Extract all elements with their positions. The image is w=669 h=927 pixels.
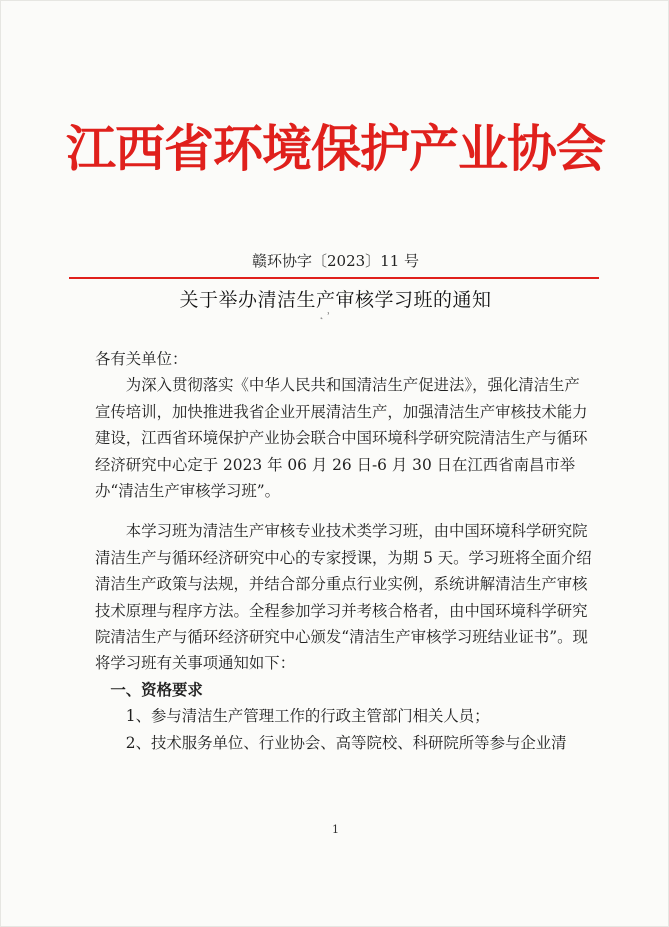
letterhead-title: 江西省环境保护产业协会: [66, 119, 605, 178]
list-item: 1、参与清洁生产管理工作的行政主管部门相关人员；: [125, 707, 490, 726]
document-number: 赣环协字〔2023〕11 号: [251, 252, 420, 270]
notice-title: 关于举办清洁生产审核学习班的通知: [179, 289, 492, 311]
red-divider-line: [69, 277, 599, 279]
section-heading-qualifications: 一、资格要求: [110, 680, 203, 699]
salutation: 各有关单位：: [95, 350, 188, 368]
scan-marks: ˛ ˒: [319, 309, 331, 320]
list-item: 2、技术服务单位、行业协会、高等院校、科研院所等参与企业清: [125, 733, 567, 752]
page-number: 1: [332, 823, 339, 836]
paragraph-intro: 为深入贯彻落实《中华人民共和国清洁生产促进法》，强化清洁生产宣传培训，加快推进我省企业开展清洁生产，加强清洁生产审核技术能力建设，江西省环境保护产业协会联合中国环境科学研究院清洁生产与循环经济研究中心定于 2023 年 06 月 26 日-6 月 30 日在江西省南昌市举办“清洁生产审核学习班”。: [95, 376, 588, 501]
paragraph-details: 本学习班为清洁生产审核专业技术类学习班，由中国环境科学研究院清洁生产与循环经济研究中心的专家授课，为期 5 天。学习班将全面介绍清洁生产政策与法规，并结合部分重点行业实例，系统讲解清洁生产审核技术原理与程序方法。全程参加学习并考核合格者，由中国环境科学研究院清洁生产与循环经济研究中心颁发“清洁生产审核学习班结业证书”。现将学习班有关事项通知如下：: [95, 522, 592, 673]
notice-body: [95, 346, 593, 756]
